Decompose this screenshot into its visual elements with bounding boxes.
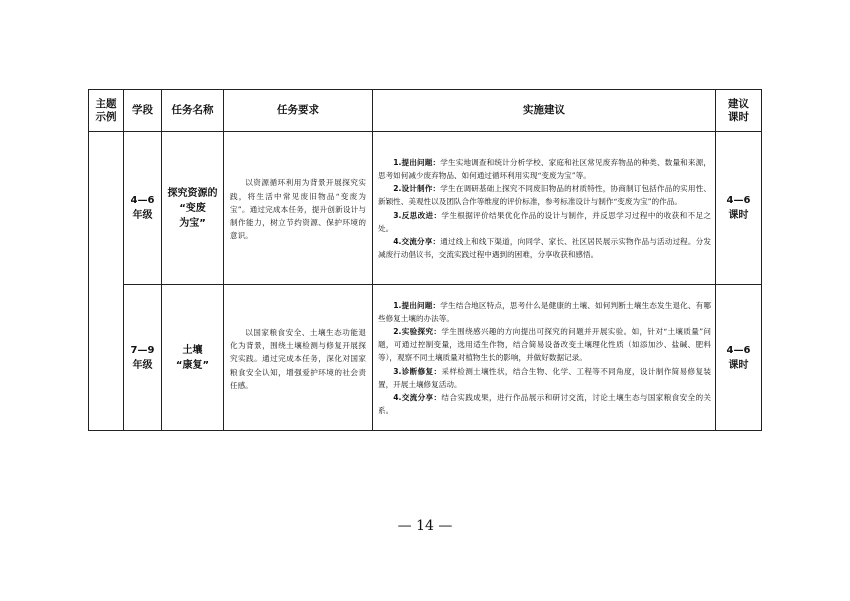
suggestion-item: 3.反思改进：学生根据评价结果优化作品的设计与制作，并反思学习过程中的收获和不足之处。 [378,210,711,233]
theme-cell [89,132,124,431]
stage-cell: 4—6 年级 [124,132,162,285]
table-row [89,285,762,431]
task-requirement-cell [224,285,373,431]
suggestion-item: 1.提出问题：学生实地调查和统计分析学校、家庭和社区常见废弃物品的种类、数量和来源，思考如何减少废弃物品、如何通过循环利用实现“变废为宝”等。 [378,158,712,181]
hours-cell: 4—6 课时 [716,285,762,431]
table-row [89,132,762,285]
suggestion-item: 2.实验探究：学生围绕感兴趣的方向提出可探究的问题并开展实验。如，针对“土壤质量”问题，可通过控制变量，选用适生作物，结合简易设备改变土壤理化性质（如添加沙、盐碱、肥料等），观察不同土壤质量对植物生长的影响，并做好数据记录。 [378,327,711,363]
suggestion-item: 1.提出问题：学生结合地区特点，思考什么是健康的土壤、如何判断土壤生态发生退化、有哪些修复土壤的办法等。 [378,301,712,324]
task-requirement-cell [224,132,373,285]
task-requirement-text: 以资源循环利用为背景开展探究实践，将生活中常见废旧物品“变废为宝”。通过完成本任务，提升创新设计与制作能力，树立节约资源、保护环境的意识。 [230,178,366,241]
table-header-row [89,90,762,132]
suggestion-item: 4.交流分享：通过线上和线下渠道，向同学、家长、社区居民展示实物作品与活动过程。分发减废行动倡议书，交流实践过程中遇到的困难，分享收获和感悟。 [378,236,712,259]
page-number: — 14 — [397,518,453,534]
stage-cell: 7—9 年级 [124,285,162,431]
suggestion-item: 4.交流分享：结合实践成果，进行作品展示和研讨交流，讨论土壤生态与国家粮食安全的关系。 [378,392,711,415]
header-task-name: 任务名称 [162,90,224,132]
header-theme: 主题 示例 [89,90,124,132]
header-implementation: 实施建议 [373,90,716,132]
header-task-requirement: 任务要求 [224,90,373,132]
curriculum-table [88,89,762,431]
task-name-cell: 土壤 “康复” [162,285,224,431]
suggestion-item: 3.诊断修复：采样检测土壤性状，结合生物、化学、工程等不同角度，设计制作简易修复装置，开展土壤修复活动。 [378,366,711,389]
task-name-cell: 探究资源的 “变废 为宝” [162,132,224,285]
suggestion-item: 2.设计制作：学生在调研基础上探究不同废旧物品的材质特性，协商制订包括作品的实用性、新颖性、美观性以及团队合作等维度的评价标准，参考标准设计与制作“变废为宝”的作品。 [378,184,712,207]
task-requirement-text: 以国家粮食安全、土壤生态功能退化为背景，围绕土壤检测与修复开展探究实践。通过完成本任务，深化对国家粮食安全认知，增强爱护环境的社会责任感。 [230,327,366,390]
header-stage: 学段 [124,90,162,132]
implementation-cell [373,132,716,285]
hours-cell: 4—6 课时 [716,132,762,285]
implementation-cell [373,285,716,431]
header-hours: 建议 课时 [716,90,762,132]
